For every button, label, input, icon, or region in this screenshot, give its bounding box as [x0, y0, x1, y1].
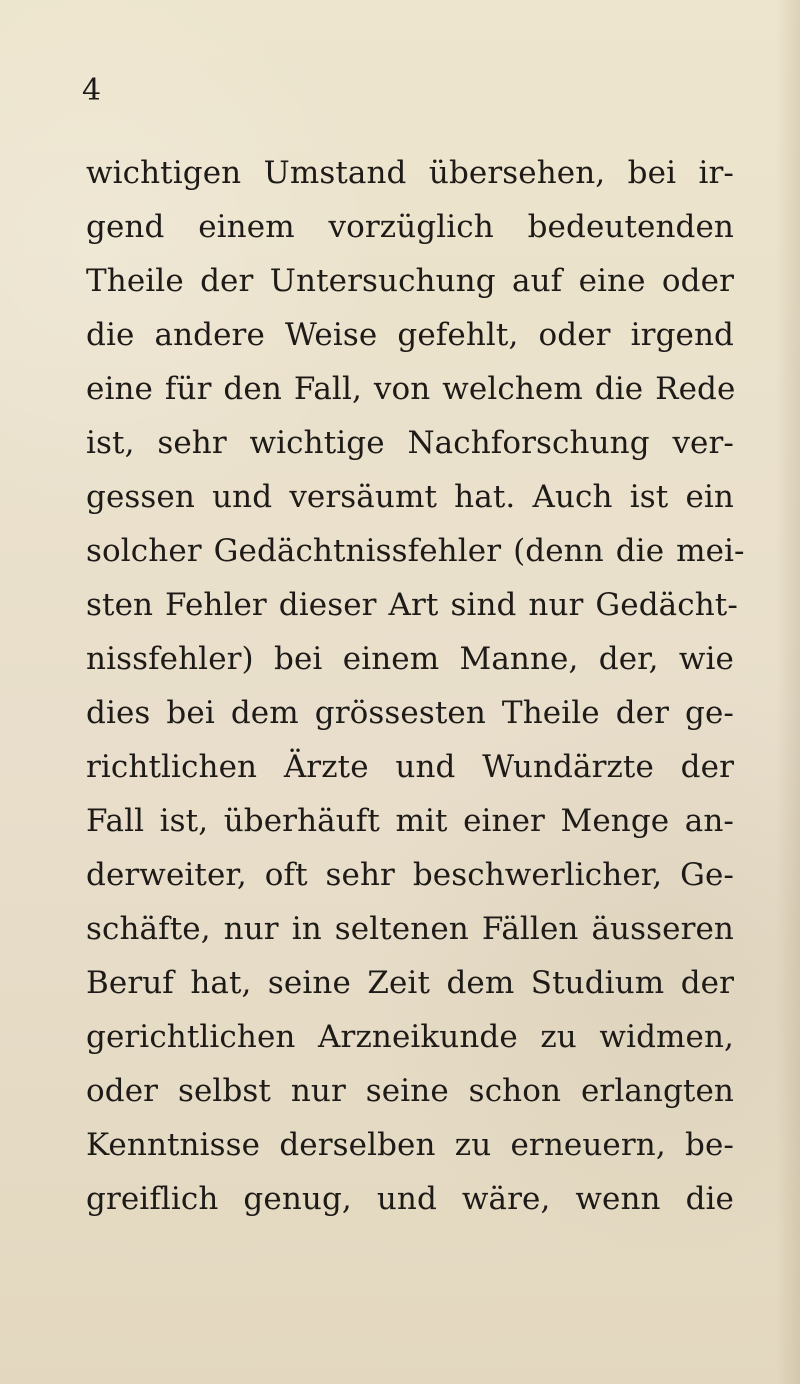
- text-line: eine für den Fall, von welchem die Rede: [86, 371, 736, 407]
- text-line: Fall ist, überhäuft mit einer Menge an-: [86, 803, 734, 839]
- text-line: Theile der Untersuchung auf eine oder: [86, 263, 734, 299]
- text-line: derweiter, oft sehr beschwerlicher, Ge-: [86, 857, 734, 893]
- text-line: richtlichen Ärzte und Wundärzte der: [86, 749, 734, 785]
- body-text: [86, 146, 745, 1226]
- text-line: die andere Weise gefehlt, oder irgend: [86, 317, 734, 353]
- text-line: dies bei dem grössesten Theile der ge-: [86, 695, 734, 731]
- text-line: sten Fehler dieser Art sind nur Gedächt-: [86, 587, 738, 623]
- page-number: 4: [82, 73, 102, 108]
- text-line: oder selbst nur seine schon erlangten: [86, 1073, 734, 1109]
- text-line: gend einem vorzüglich bedeutenden: [86, 209, 734, 245]
- text-line: schäfte, nur in seltenen Fällen äusseren: [86, 911, 734, 947]
- text-line: solcher Gedächtnissfehler (denn die mei-: [86, 533, 745, 569]
- text-line: Beruf hat, seine Zeit dem Studium der: [86, 965, 734, 1001]
- text-line: Kenntnisse derselben zu erneuern, be-: [86, 1127, 734, 1163]
- text-line: gerichtlichen Arzneikunde zu widmen,: [86, 1019, 734, 1055]
- text-line: nissfehler) bei einem Manne, der, wie: [86, 641, 734, 677]
- text-line: gessen und versäumt hat. Auch ist ein: [86, 479, 734, 515]
- text-line: greiflich genug, und wäre, wenn die: [86, 1181, 734, 1217]
- text-line: wichtigen Umstand übersehen, bei ir-: [86, 155, 734, 191]
- text-line: ist, sehr wichtige Nachforschung ver-: [86, 425, 734, 461]
- page-edge-shadow: [776, 0, 800, 1384]
